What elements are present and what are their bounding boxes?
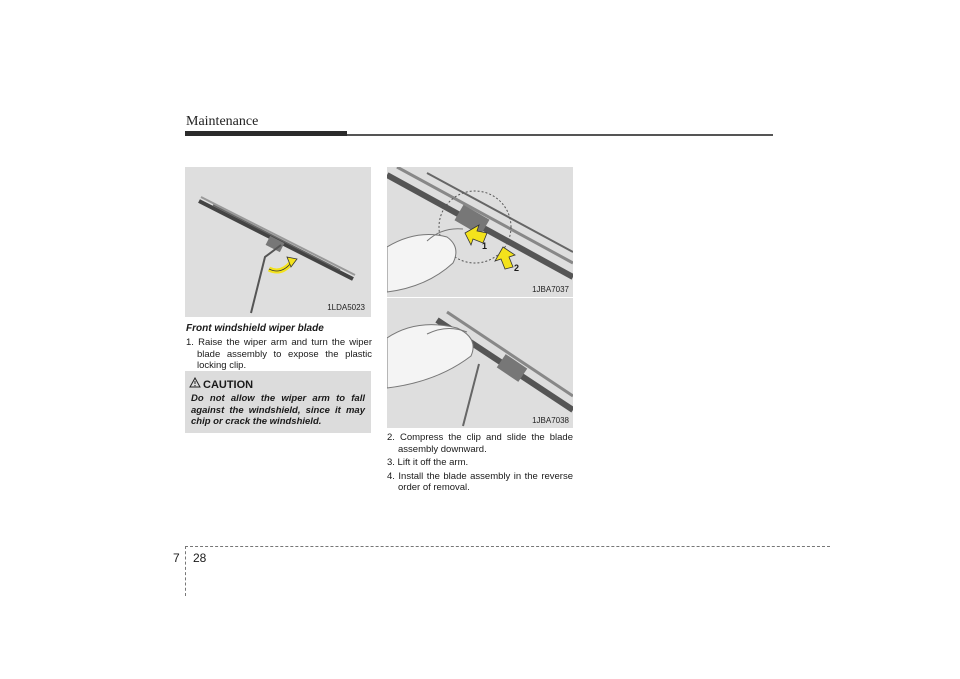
step-item: 1. Raise the wiper arm and turn the wiper blade assembly to expose the plastic locking clip.	[186, 337, 372, 371]
chapter-number: 7	[173, 551, 180, 565]
warning-triangle-icon	[189, 377, 201, 388]
caution-text: Do not allow the wiper arm to fall against the windshield, since it may chip or crack the windshield.	[191, 393, 365, 427]
page-number: 28	[193, 551, 207, 565]
figure-code: 1JBA7038	[532, 416, 569, 425]
callout-2: 2	[514, 263, 520, 273]
footer-divider	[185, 546, 186, 596]
compress-clip-illustration	[387, 167, 573, 297]
header-rule-accent	[185, 131, 347, 136]
footer-rule	[185, 546, 830, 547]
figure-code: 1LDA5023	[327, 303, 365, 312]
step-item: 3. Lift it off the arm.	[387, 457, 469, 468]
step-item: 4. Install the blade assembly in the reverse order of removal.	[387, 470, 573, 493]
page-header-title: Maintenance	[186, 114, 259, 129]
caution-title: CAUTION	[203, 379, 254, 391]
steps-list-right	[387, 432, 573, 496]
figure-lift-blade	[387, 298, 573, 428]
figure-wiper-raise	[185, 167, 371, 317]
section-subtitle: Front windshield wiper blade	[186, 323, 324, 334]
step-item: 2. Compress the clip and slide the blade assembly downward.	[387, 432, 573, 455]
caution-box	[185, 371, 371, 433]
callout-1: 1	[482, 241, 488, 251]
wiper-raise-illustration	[185, 167, 371, 317]
lift-blade-illustration	[387, 298, 573, 428]
steps-list-left	[186, 337, 372, 374]
figure-compress-clip	[387, 167, 573, 297]
figure-code: 1JBA7037	[532, 285, 569, 294]
